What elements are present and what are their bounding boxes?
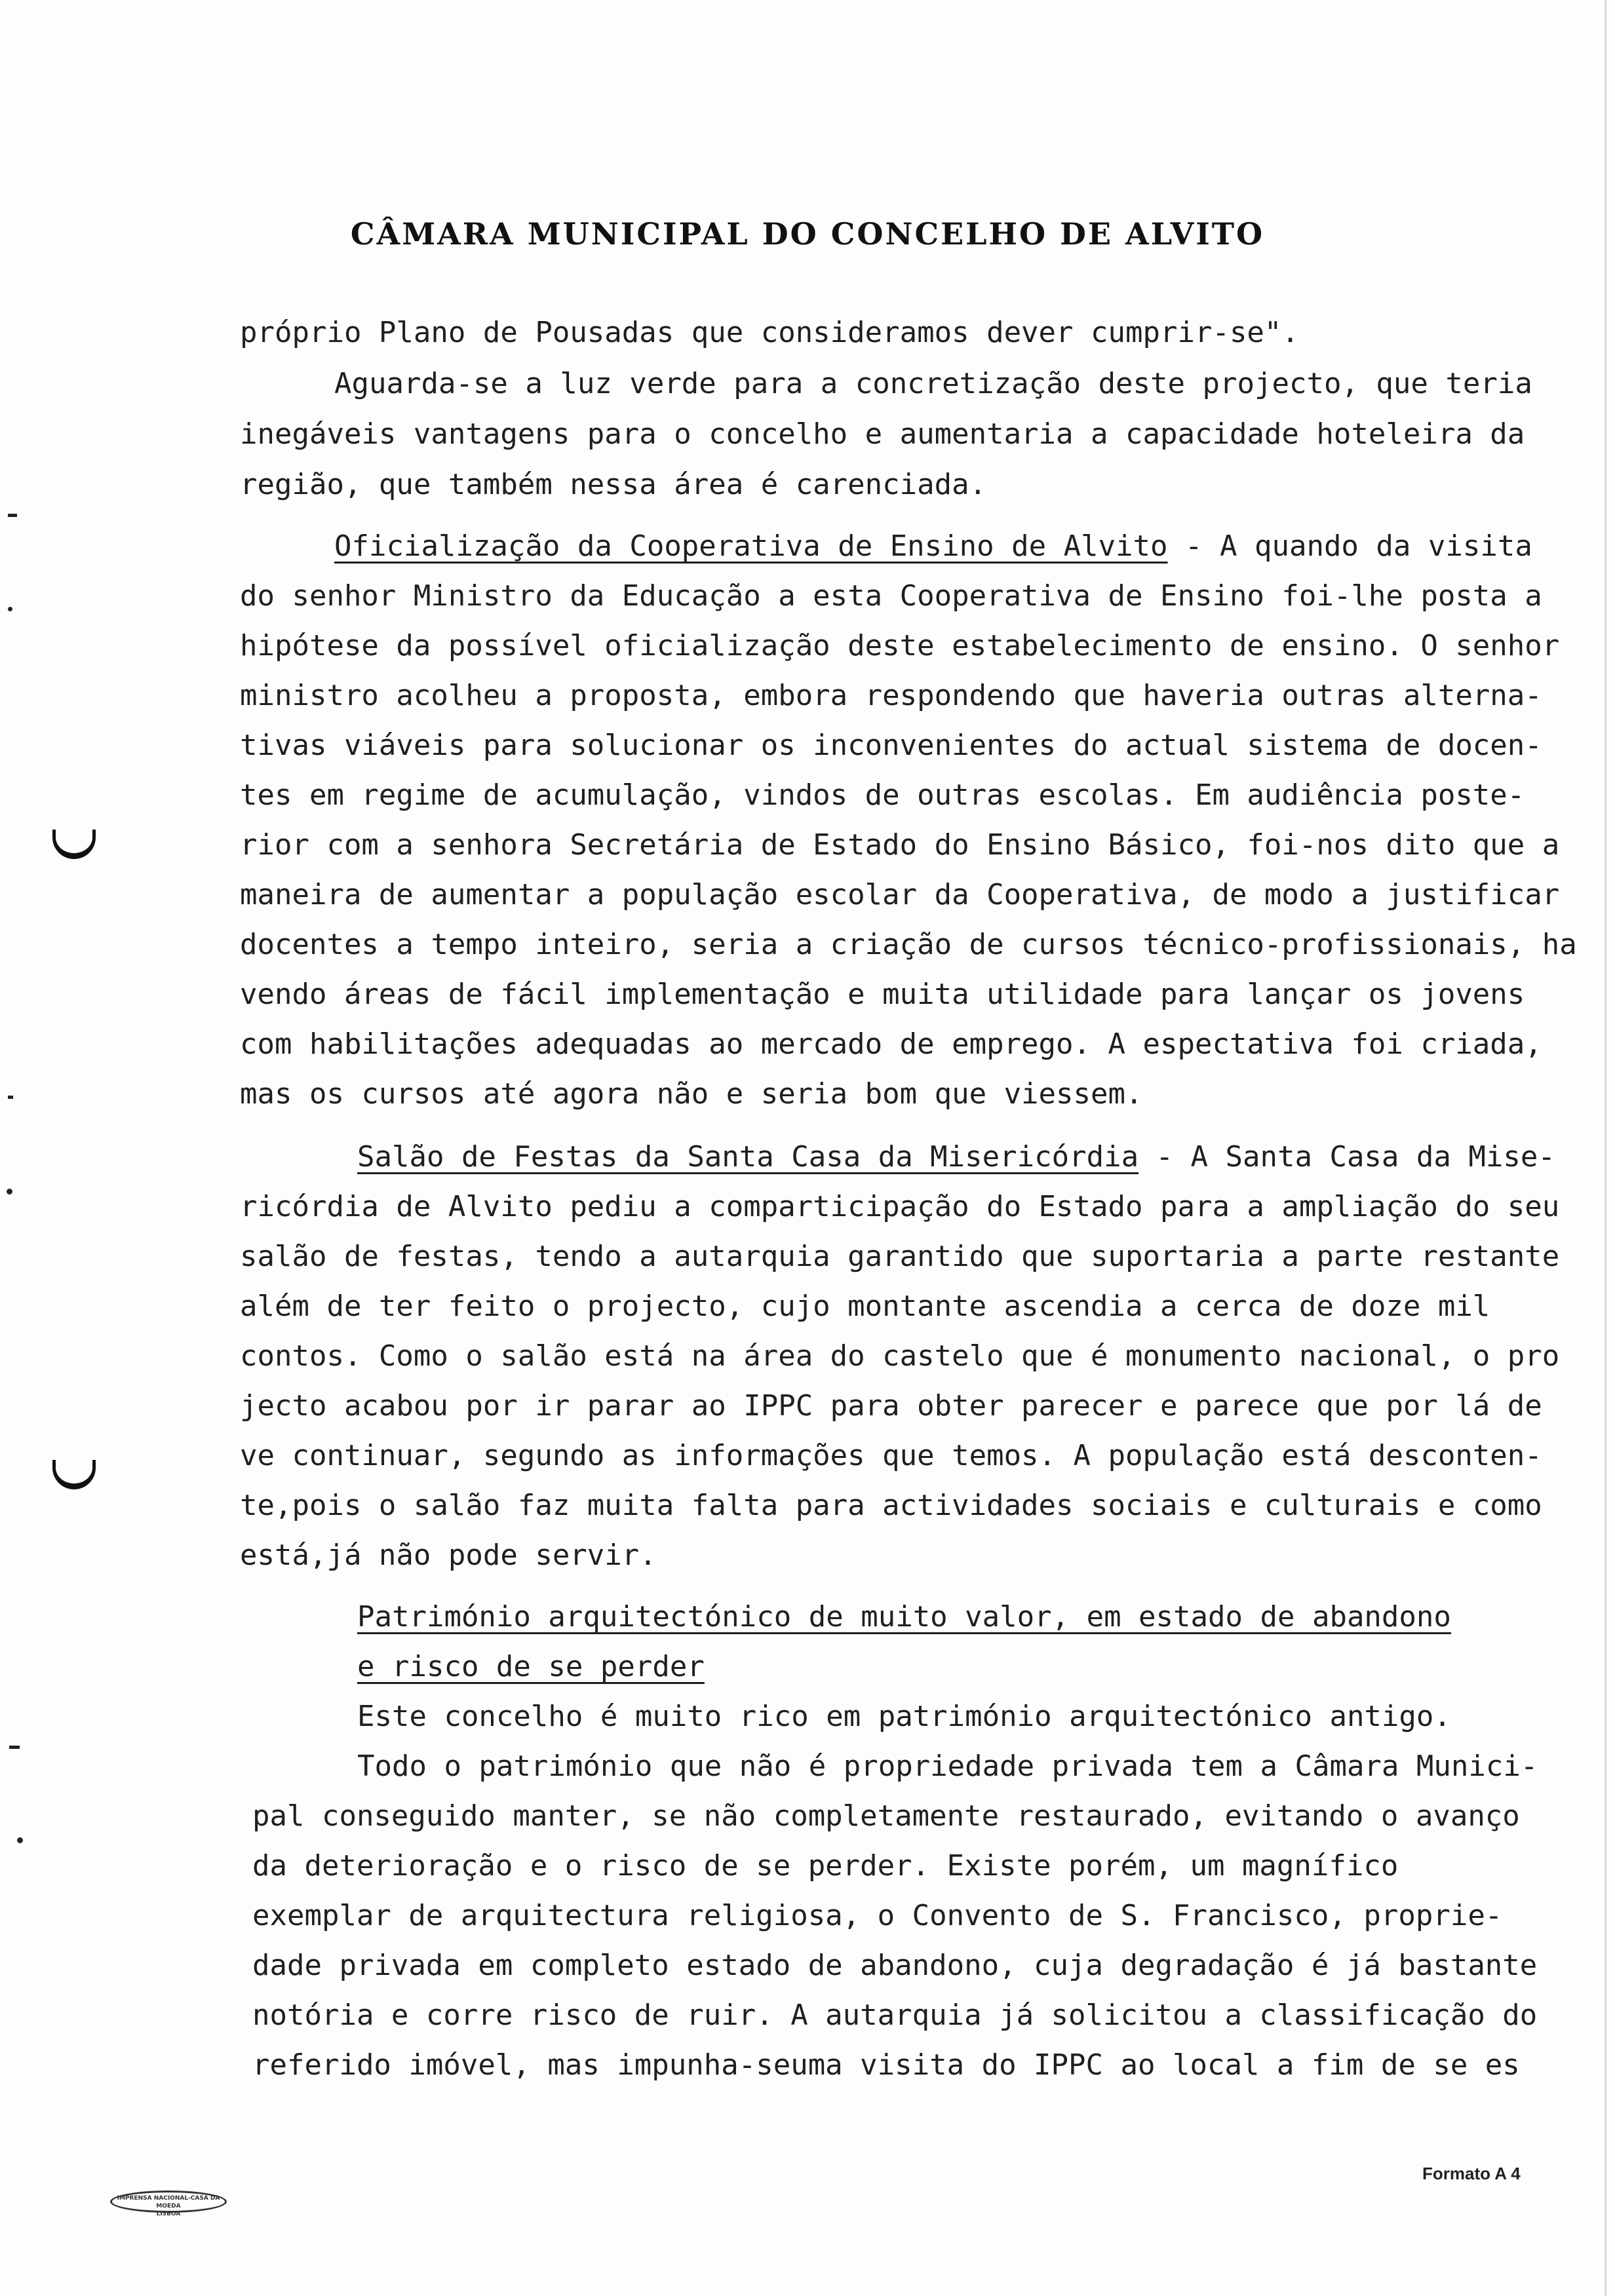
section-first-line <box>357 1139 1603 1176</box>
text-line: notória e corre risco de ruir. A autarquia já solicitou a classificação do <box>252 1999 1538 2032</box>
text-line: Todo o património que não é propriedade privada tem a Câmara Munici- <box>357 1750 1538 1783</box>
text-line: da deterioração e o risco de se perder. Existe porém, um magnífico <box>252 1849 1399 1883</box>
text-line: pal conseguido manter, se não completamente restaurado, evitando o avanço <box>252 1799 1520 1833</box>
text-line: contos. Como o salão está na área do castelo que é monumento nacional, o pro <box>240 1339 1560 1373</box>
text-line: mas os cursos até agora não e seria bom que viessem. <box>240 1077 1143 1111</box>
letterhead-title: CÂMARA MUNICIPAL DO CONCELHO DE ALVITO <box>350 216 1265 252</box>
text-line: além de ter feito o projecto, cujo montante ascendia a cerca de doze mil <box>240 1290 1490 1323</box>
paper-format-label: Formato A 4 <box>1422 2164 1521 2183</box>
margin-mark <box>8 514 17 517</box>
margin-mark <box>8 607 12 611</box>
text-line: dade privada em completo estado de abandono, cuja degradação é já bastante <box>252 1949 1538 1982</box>
margin-mark <box>7 1189 12 1195</box>
text-line: exemplar de arquitectura religiosa, o Convento de S. Francisco, proprie- <box>252 1899 1503 1932</box>
text-line: inegáveis vantagens para o concelho e aumentaria a capacidade hoteleira da <box>240 417 1525 451</box>
margin-mark <box>17 1837 23 1843</box>
text-line: docentes a tempo inteiro, seria a criação de cursos técnico-profissionais, ha <box>240 928 1577 961</box>
section-heading-patrimonio-cont: e risco de se perder <box>357 1650 705 1683</box>
text-line: Aguarda-se a luz verde para a concretização deste projecto, que teria <box>334 367 1532 400</box>
text-line: com habilitações adequadas ao mercado de emprego. A espectativa foi criada, <box>240 1027 1542 1061</box>
text-line: ve continuar, segundo as informações que temos. A população está desconten- <box>240 1439 1542 1472</box>
text-line: Este concelho é muito rico em património arquitectónico antigo. <box>357 1700 1451 1733</box>
text-line: próprio Plano de Pousadas que consideramos dever cumprir-se". <box>240 316 1299 349</box>
text-line: salão de festas, tendo a autarquia garantido que suportaria a parte restante <box>240 1240 1560 1273</box>
text-line: maneira de aumentar a população escolar da Cooperativa, de modo a justificar <box>240 878 1560 911</box>
margin-mark <box>9 1746 20 1749</box>
text-line: rior com a senhora Secretária de Estado do Ensino Básico, foi-nos dito que a <box>240 828 1560 862</box>
text-line: te,pois o salão faz muita falta para actividades sociais e culturais e como <box>240 1489 1542 1522</box>
text-line: do senhor Ministro da Educação a esta Cooperativa de Ensino foi-lhe posta a <box>240 579 1542 613</box>
text-line: vendo áreas de fácil implementação e muita utilidade para lançar os jovens <box>240 978 1525 1011</box>
text-line: ricórdia de Alvito pediu a comparticipação do Estado para a ampliação do seu <box>240 1190 1560 1223</box>
section-heading-salao: Salão de Festas da Santa Casa da Misericórdia <box>357 1140 1139 1174</box>
text-line: está,já não pode servir. <box>240 1539 657 1572</box>
text-line: tes em regime de acumulação, vindos de outras escolas. Em audiência poste- <box>240 778 1525 812</box>
punch-hole <box>52 830 96 859</box>
text-line: referido imóvel, mas impunha-seuma visita do IPPC ao local a fim de se es <box>252 2048 1520 2082</box>
section-heading-patrimonio: Património arquitectónico de muito valor, em estado de abandono <box>357 1600 1451 1634</box>
page-edge <box>1605 0 1606 2296</box>
margin-mark <box>8 1096 13 1099</box>
printer-stamp: IMPRENSA NACIONAL-CASA DA MOEDA LISBOA <box>110 2191 227 2213</box>
text-line: ministro acolheu a proposta, embora respondendo que haveria outras alterna- <box>240 679 1542 712</box>
section-heading-rest: - A quando da visita <box>1167 529 1532 563</box>
text-line: região, que também nessa área é carenciada. <box>240 468 987 501</box>
punch-hole <box>52 1460 96 1489</box>
section-heading-rest: - A Santa Casa da Mise- <box>1138 1140 1555 1174</box>
text-line: hipótese da possível oficialização deste estabelecimento de ensino. O senhor <box>240 629 1560 662</box>
text-line: jecto acabou por ir parar ao IPPC para obter parecer e parece que por lá de <box>240 1389 1542 1423</box>
text-line: tivas viáveis para solucionar os inconvenientes do actual sistema de docen- <box>240 729 1542 762</box>
section-first-line <box>334 528 1580 565</box>
section-heading-cooperativa: Oficialização da Cooperativa de Ensino de Alvito <box>334 529 1168 563</box>
